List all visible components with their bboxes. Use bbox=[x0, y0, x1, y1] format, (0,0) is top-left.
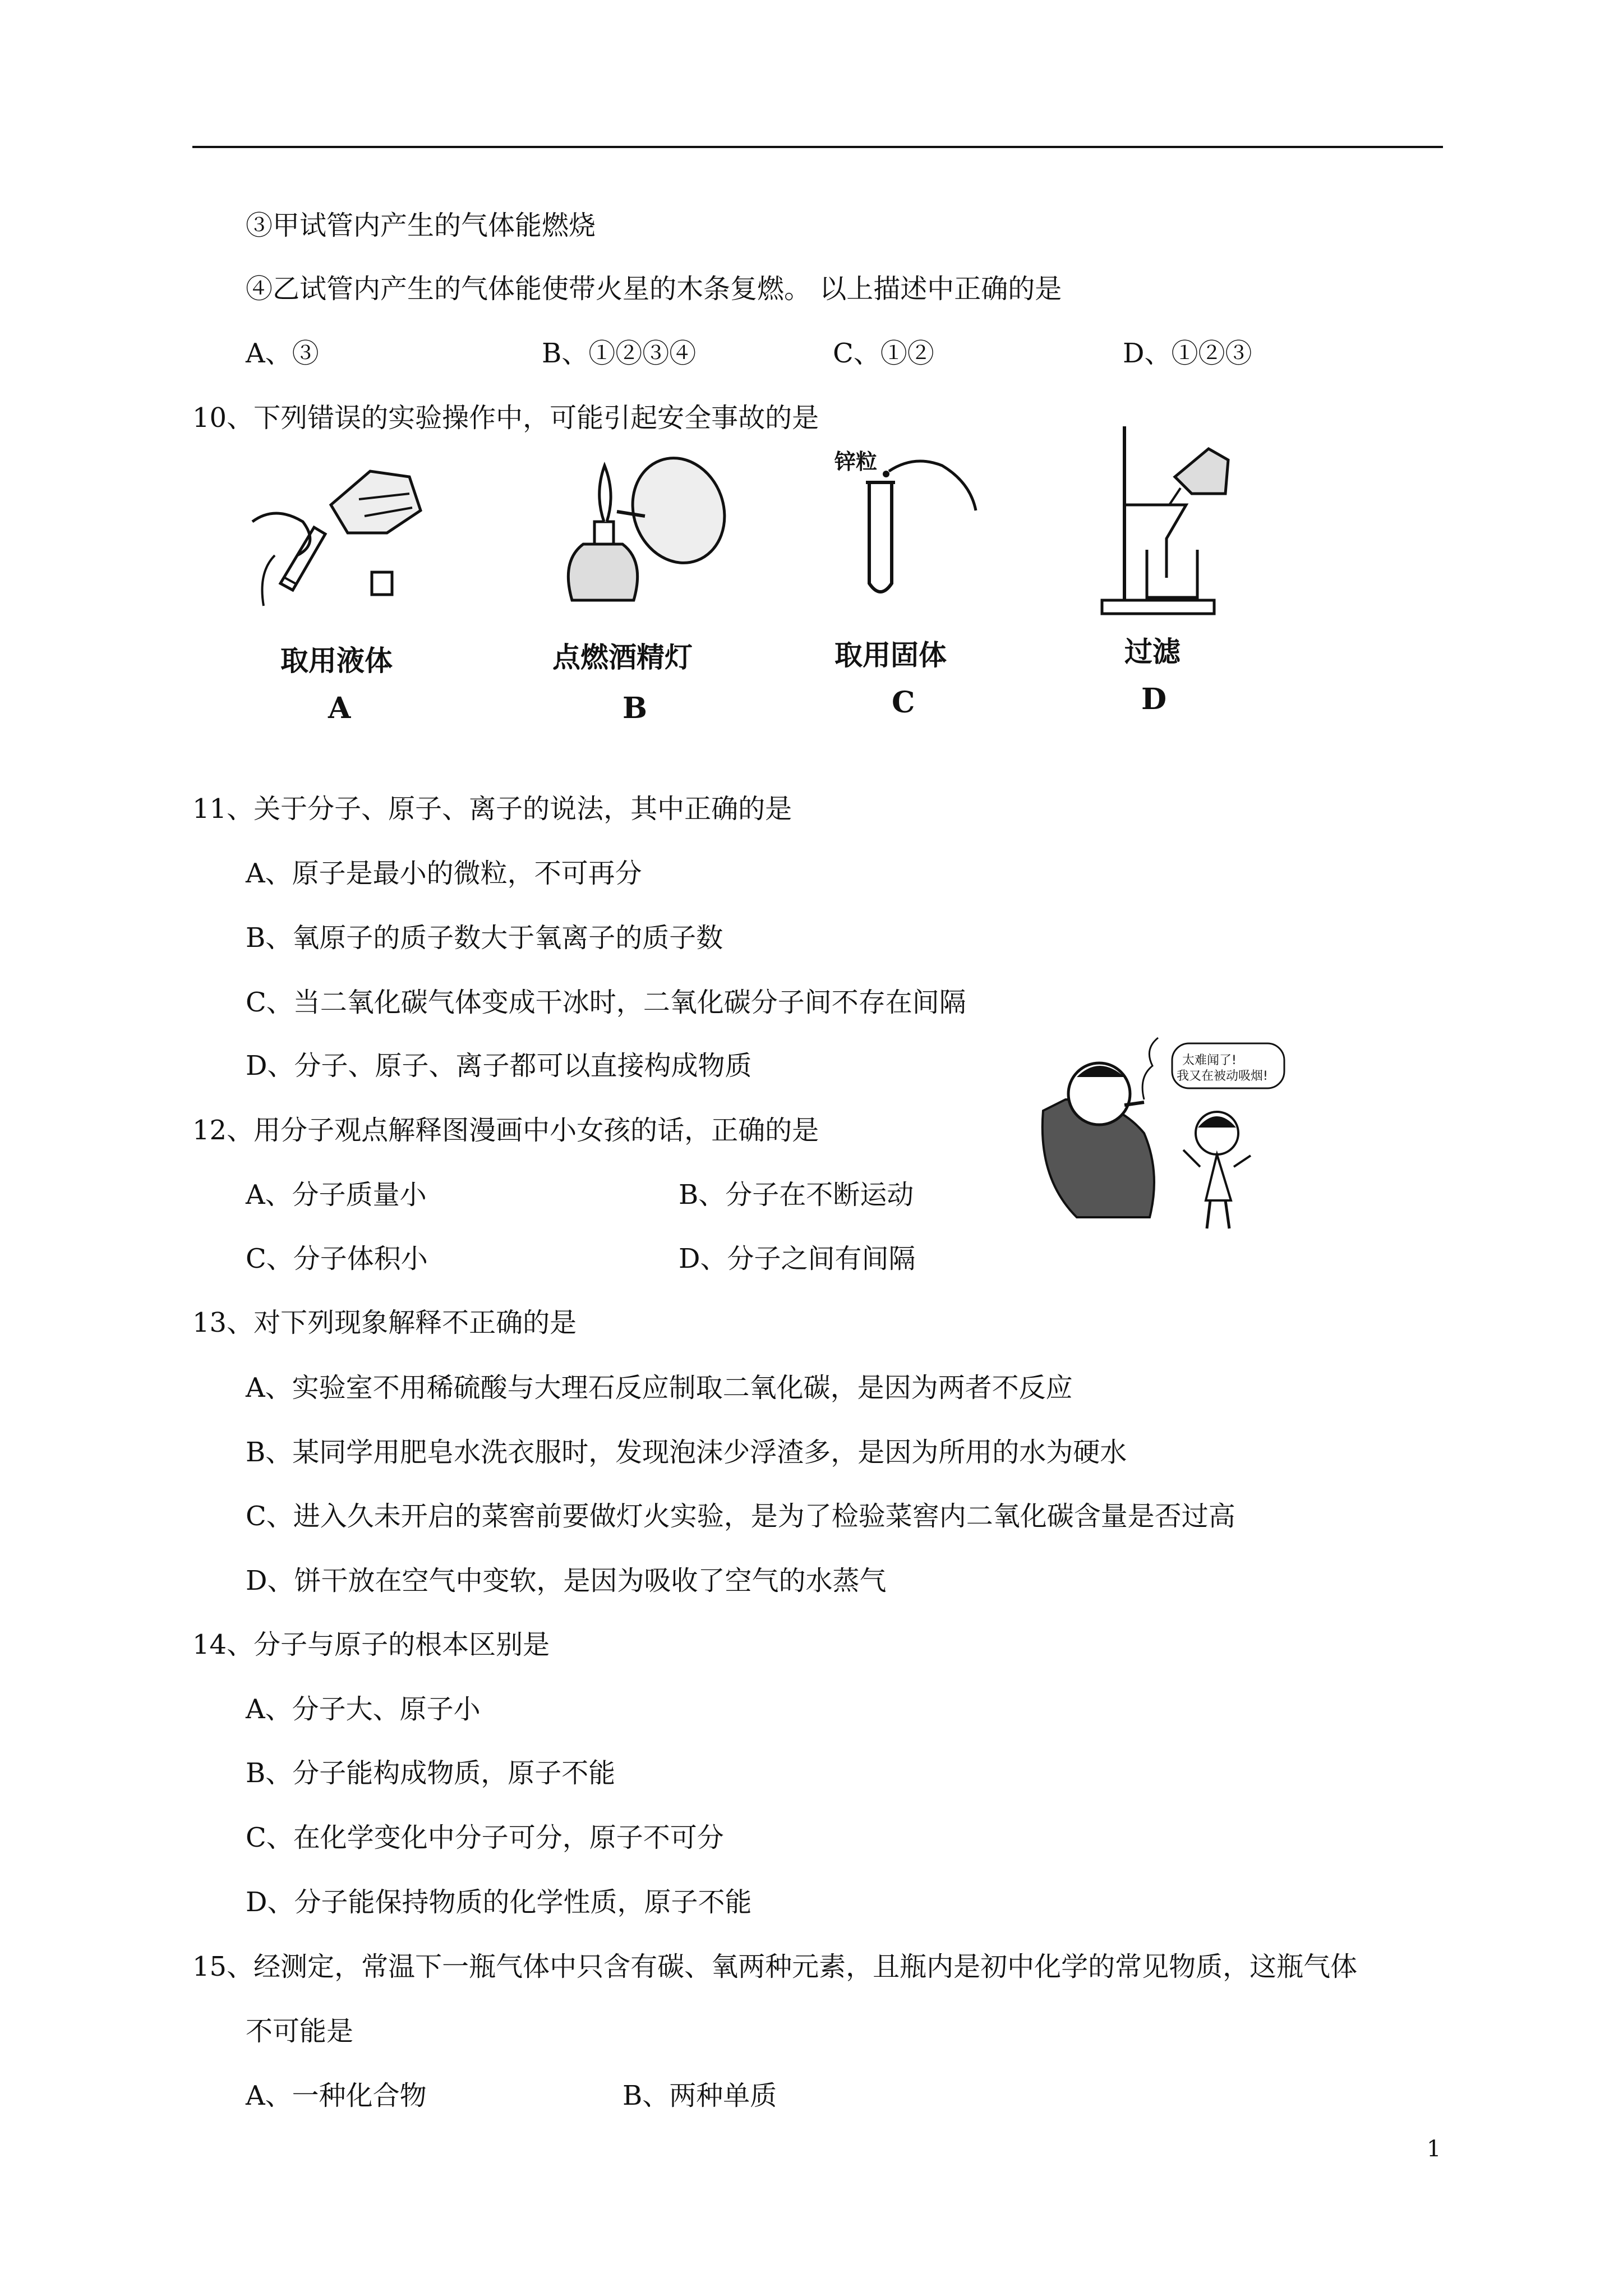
header-rule bbox=[192, 146, 1443, 148]
cartoon-speech-line2: 我又在被动吸烟! bbox=[1177, 1069, 1268, 1083]
figure-a-pour-liquid bbox=[241, 438, 443, 623]
q9-statement-3: ③甲试管内产生的气体能燃烧 bbox=[246, 210, 596, 241]
figure-b-caption: 点燃酒精灯 bbox=[552, 641, 693, 674]
q9-statement-4: ④乙试管内产生的气体能使带火星的木条复燃。 以上描述中正确的是 bbox=[246, 273, 1062, 305]
q14-option-b: B、分子能构成物质，原子不能 bbox=[246, 1757, 616, 1789]
q13-option-c: C、进入久未开启的菜窖前要做灯火实验，是为了检验菜窖内二氧化碳含量是否过高 bbox=[246, 1501, 1235, 1532]
q14-option-a: A、分子大、原子小 bbox=[246, 1694, 481, 1725]
q13-option-b: B、某同学用肥皂水洗衣服时，发现泡沫少浮渣多，是因为所用的水为硬水 bbox=[246, 1437, 1127, 1468]
cartoon-passive-smoking bbox=[1032, 1032, 1290, 1245]
q9-option-c: C、①② bbox=[833, 338, 934, 369]
q11-option-d: D、分子、原子、离子都可以直接构成物质 bbox=[246, 1050, 752, 1082]
figure-c-caption: 取用固体 bbox=[834, 639, 947, 671]
q9-option-b: B、①②③④ bbox=[542, 338, 697, 369]
figure-d-filtration bbox=[1096, 426, 1237, 623]
q11-question: 11、关于分子、原子、离子的说法，其中正确的是 bbox=[192, 793, 792, 825]
q14-option-c: C、在化学变化中分子可分，原子不可分 bbox=[246, 1822, 724, 1853]
q9-option-a: A、③ bbox=[246, 338, 319, 369]
figure-c-zinc-label: 锌粒 bbox=[834, 449, 878, 474]
q12-question: 12、用分子观点解释图漫画中小女孩的话，正确的是 bbox=[192, 1115, 819, 1146]
q10-question: 10、下列错误的实验操作中，可能引起安全事故的是 bbox=[192, 402, 819, 434]
q14-option-d: D、分子能保持物质的化学性质，原子不能 bbox=[246, 1887, 752, 1918]
figure-a-letter: A bbox=[328, 691, 351, 725]
q11-option-a: A、原子是最小的微粒，不可再分 bbox=[246, 858, 642, 889]
q14-question: 14、分子与原子的根本区别是 bbox=[192, 1629, 550, 1660]
q15-question: 15、经测定，常温下一瓶气体中只含有碳、氧两种元素，且瓶内是初中化学的常见物质，这瓶气体 bbox=[192, 1951, 1358, 1982]
q13-option-a: A、实验室不用稀硫酸与大理石反应制取二氧化碳，是因为两者不反应 bbox=[246, 1372, 1073, 1404]
q15-option-b: B、两种单质 bbox=[623, 2080, 777, 2111]
q11-option-c: C、当二氧化碳气体变成干冰时，二氧化碳分子间不存在间隔 bbox=[246, 987, 966, 1018]
q13-option-d: D、饼干放在空气中变软，是因为吸收了空气的水蒸气 bbox=[246, 1565, 887, 1596]
cartoon-speech-line1: 太难闻了! bbox=[1182, 1053, 1237, 1068]
figure-b-letter: B bbox=[623, 691, 647, 725]
q9-option-d: D、①②③ bbox=[1123, 338, 1252, 369]
figure-d-caption: 过滤 bbox=[1124, 636, 1181, 668]
q15-option-a: A、一种化合物 bbox=[246, 2080, 427, 2111]
figure-d-letter: D bbox=[1141, 682, 1167, 716]
q13-question: 13、对下列现象解释不正确的是 bbox=[192, 1307, 577, 1338]
q11-option-b: B、氧原子的质子数大于氧离子的质子数 bbox=[246, 922, 723, 954]
figure-b-alcohol-lamp bbox=[561, 449, 729, 611]
figure-c-solid-reagent bbox=[847, 449, 981, 606]
q12-option-b: B、分子在不断运动 bbox=[679, 1179, 914, 1211]
q12-option-c: C、分子体积小 bbox=[246, 1243, 428, 1274]
q12-option-d: D、分子之间有间隔 bbox=[679, 1243, 916, 1274]
q15-question-cont: 不可能是 bbox=[246, 2016, 354, 2047]
figure-a-caption: 取用液体 bbox=[280, 645, 393, 677]
q12-option-a: A、分子质量小 bbox=[246, 1179, 427, 1211]
page-number: 1 bbox=[1427, 2136, 1441, 2162]
figure-c-letter: C bbox=[892, 685, 915, 720]
